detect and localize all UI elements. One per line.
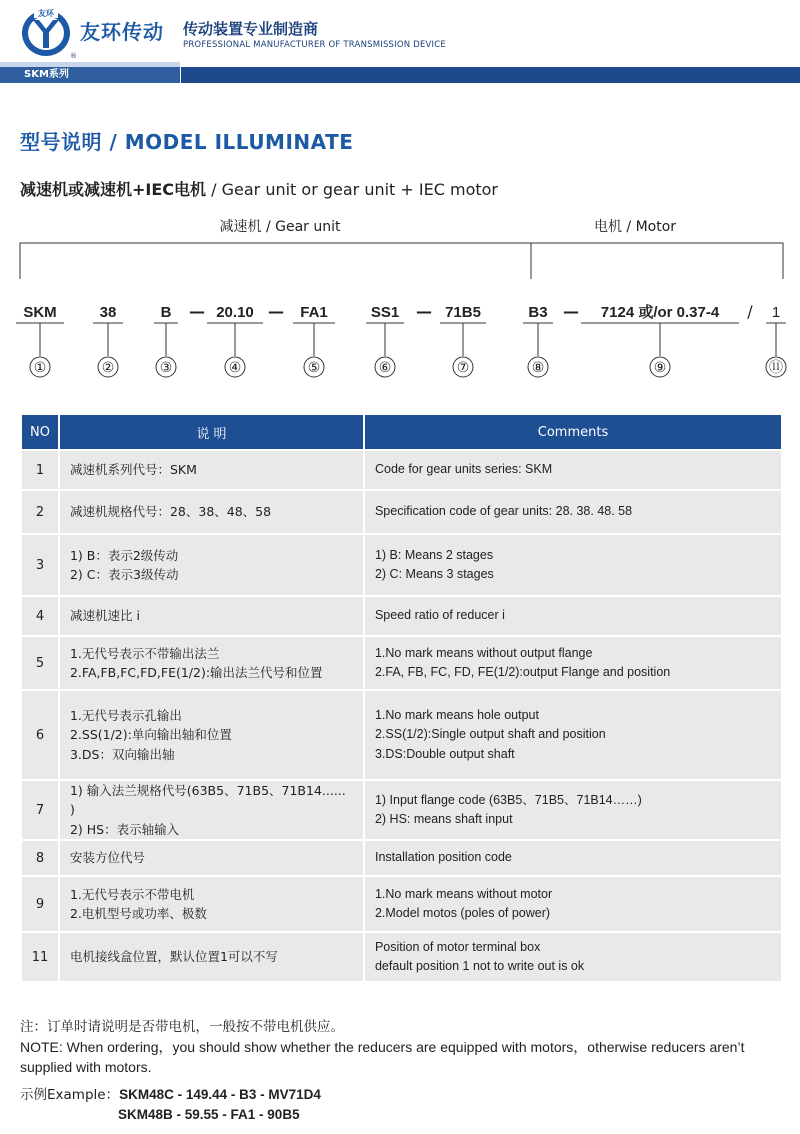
row-desc-cn-line: 1.无代号表示孔输出	[69, 707, 182, 723]
table-row	[21, 450, 782, 490]
callout-number: ④	[228, 360, 242, 376]
note-en: NOTE: When ordering，you should show whether the reducers are equipped with motors，otherwise reducers aren’t supplied with motors.	[20, 1039, 745, 1075]
row-comment-en	[364, 690, 782, 780]
logo-text: 友环	[38, 9, 54, 18]
model-code-diagram	[0, 236, 800, 386]
row-comment-en	[364, 636, 782, 690]
dash-separator: —	[416, 302, 432, 321]
callout-number: ⑦	[456, 360, 470, 376]
code-part-text: 20.10	[216, 304, 254, 321]
row-desc-cn-line: 2.FA,FB,FC,FD,FE(1/2):输出法兰代号和位置	[69, 665, 323, 680]
row-desc-cn-line: 减速机速比 i	[69, 608, 140, 624]
row-comment-en	[364, 840, 782, 876]
code-part-text: SKM	[23, 304, 57, 321]
header-cn: 说 明	[59, 414, 364, 450]
header-no: NO	[21, 414, 59, 450]
row-desc-cn-line: 安装方位代号	[69, 850, 145, 866]
row-number: 3	[21, 534, 59, 596]
code-part-text: 38	[99, 304, 117, 321]
code-part-text: SS1	[370, 304, 400, 321]
table-row	[21, 780, 782, 840]
row-comment-en-line: Installation position code	[374, 850, 512, 865]
row-number: 7	[21, 780, 59, 840]
row-desc-cn-line: 2.电机型号或功率、极数	[69, 906, 207, 922]
row-comment-en	[364, 534, 782, 596]
callout-number: ⑤	[307, 360, 321, 376]
row-comment-en-line: 1) B: Means 2 stages	[374, 547, 494, 562]
brand-name: 友环传动	[80, 20, 164, 44]
order-notes	[20, 1017, 780, 1077]
dash-separator: —	[563, 302, 579, 321]
callout-number: ⑥	[378, 360, 392, 376]
table-row	[21, 690, 782, 780]
code-part-text: 7124 或/or 0.37-4	[600, 304, 720, 321]
row-number: 4	[21, 596, 59, 636]
table-row	[21, 932, 782, 982]
header-comments: Comments	[364, 414, 782, 450]
table-row	[21, 490, 782, 534]
page-header	[0, 0, 800, 90]
motor-label: 电机 / Motor	[593, 219, 677, 235]
callout-number: ⑪	[769, 360, 783, 376]
row-comment-en-line: 3.DS:Double output shaft	[374, 746, 515, 761]
example-1: SKM48C - 149.44 - B3 - MV71D4	[119, 1087, 321, 1102]
row-comment-en-line: 2) C: Means 3 stages	[374, 567, 494, 581]
slash-separator: /	[747, 302, 753, 321]
row-comment-en-line: Speed ratio of reducer i	[374, 608, 505, 623]
dash-separator: —	[189, 302, 205, 321]
row-desc-cn	[59, 490, 364, 534]
row-comment-en-line: 2) HS: means shaft input	[374, 812, 513, 827]
row-desc-cn-line: 2.SS(1/2):单向输出轴和位置	[69, 727, 232, 743]
explanation-table	[20, 413, 783, 983]
row-number: 8	[21, 840, 59, 876]
row-desc-cn	[59, 690, 364, 780]
callout-number: ①	[33, 360, 47, 376]
company-logo-icon	[20, 6, 72, 58]
row-desc-cn-line: 3.DS：双向输出轴	[69, 746, 175, 762]
slogan-cn: 传动装置专业制造商	[183, 20, 319, 38]
row-desc-cn	[59, 534, 364, 596]
callout-number: ②	[101, 360, 115, 376]
code-part-text: B3	[528, 304, 548, 321]
row-number: 6	[21, 690, 59, 780]
row-desc-cn-line: 减速机系列代号：SKM	[69, 462, 197, 478]
row-desc-cn	[59, 596, 364, 636]
dash-separator: —	[268, 302, 284, 321]
row-desc-cn-line: 电机接线盒位置，默认位置1可以不写	[69, 949, 278, 965]
row-comment-en	[364, 490, 782, 534]
row-comment-en-line: 2.FA, FB, FC, FD, FE(1/2):output Flange and position	[374, 665, 671, 679]
row-desc-cn-line: 1.无代号表示不带输出法兰	[69, 645, 220, 661]
row-desc-cn-line: 减速机规格代号：28、38、48、58	[69, 504, 272, 520]
row-desc-cn	[59, 876, 364, 932]
note-cn: 注：订单时请说明是否带电机，一般按不带电机供应。	[20, 1019, 344, 1035]
subtitle-bold: 减速机或减速机+IEC电机	[20, 180, 207, 199]
row-desc-cn-line: 2) C：表示3级传动	[69, 567, 179, 582]
row-comment-en-line: 2.Model motos (poles of power)	[374, 906, 551, 921]
example-2: SKM48B - 59.55 - FA1 - 90B5	[118, 1107, 300, 1122]
callout-number: ⑨	[653, 360, 667, 376]
row-number: 2	[21, 490, 59, 534]
bracket-lines	[20, 243, 783, 279]
row-number: 9	[21, 876, 59, 932]
row-comment-en-line: default position 1 not to write out is ok	[374, 959, 585, 974]
subtitle-rest: / Gear unit or gear unit + IEC motor	[206, 180, 499, 199]
row-desc-cn	[59, 840, 364, 876]
table-row	[21, 636, 782, 690]
row-number: 5	[21, 636, 59, 690]
table-row	[21, 534, 782, 596]
row-desc-cn-line: 2) HS：表示轴输入	[69, 821, 180, 837]
example-label: 示例Example：	[20, 1087, 120, 1103]
row-comment-en	[364, 450, 782, 490]
row-comment-en-line: Position of motor terminal box	[374, 939, 541, 954]
series-tab: SKM系列	[0, 67, 180, 83]
row-desc-cn-line: 1) B：表示2级传动	[69, 547, 179, 563]
code-part-text: FA1	[300, 304, 328, 321]
example-block	[20, 1085, 321, 1125]
row-comment-en	[364, 876, 782, 932]
slogan-en: PROFESSIONAL MANUFACTURER OF TRANSMISSION DEVICE	[183, 40, 446, 50]
row-desc-cn	[59, 636, 364, 690]
code-row	[16, 302, 786, 377]
row-comment-en	[364, 596, 782, 636]
row-number: 11	[21, 932, 59, 982]
table-row	[21, 840, 782, 876]
registered-mark: ®	[70, 52, 77, 60]
row-comment-en-line: Code for gear units series: SKM	[374, 462, 553, 477]
row-comment-en-line: 1.No mark means without output flange	[374, 645, 593, 660]
row-comment-en-line: 1) Input flange code (63B5、71B5、71B14……)	[374, 792, 642, 807]
row-comment-en-line: 1.No mark means hole output	[374, 707, 539, 722]
table-row	[21, 596, 782, 636]
row-desc-cn	[59, 780, 364, 840]
section-subtitle	[20, 177, 498, 200]
row-comment-en-line: 1.No mark means without motor	[374, 886, 553, 901]
code-part-text: 1	[771, 304, 781, 321]
callout-number: ⑧	[531, 360, 545, 376]
row-desc-cn-line: 1) 输入法兰规格代号(63B5、71B5、71B14...... )	[69, 783, 346, 818]
table-header-row	[21, 414, 782, 450]
row-desc-cn	[59, 932, 364, 982]
row-desc-cn	[59, 450, 364, 490]
header-band	[181, 67, 800, 83]
row-desc-cn-line: 1.无代号表示不带电机	[69, 886, 195, 902]
code-part-text: 71B5	[445, 304, 481, 321]
row-comment-en	[364, 932, 782, 982]
gear-unit-label: 减速机 / Gear unit	[219, 219, 341, 235]
row-number: 1	[21, 450, 59, 490]
code-part-text: B	[160, 304, 172, 321]
row-comment-en-line: Specification code of gear units: 28. 38. 48. 58	[374, 504, 633, 519]
page-title: 型号说明 / MODEL ILLUMINATE	[20, 130, 354, 154]
row-comment-en-line: 2.SS(1/2):Single output shaft and position	[374, 727, 606, 742]
row-comment-en	[364, 780, 782, 840]
callout-number: ③	[159, 360, 173, 376]
table-row	[21, 876, 782, 932]
